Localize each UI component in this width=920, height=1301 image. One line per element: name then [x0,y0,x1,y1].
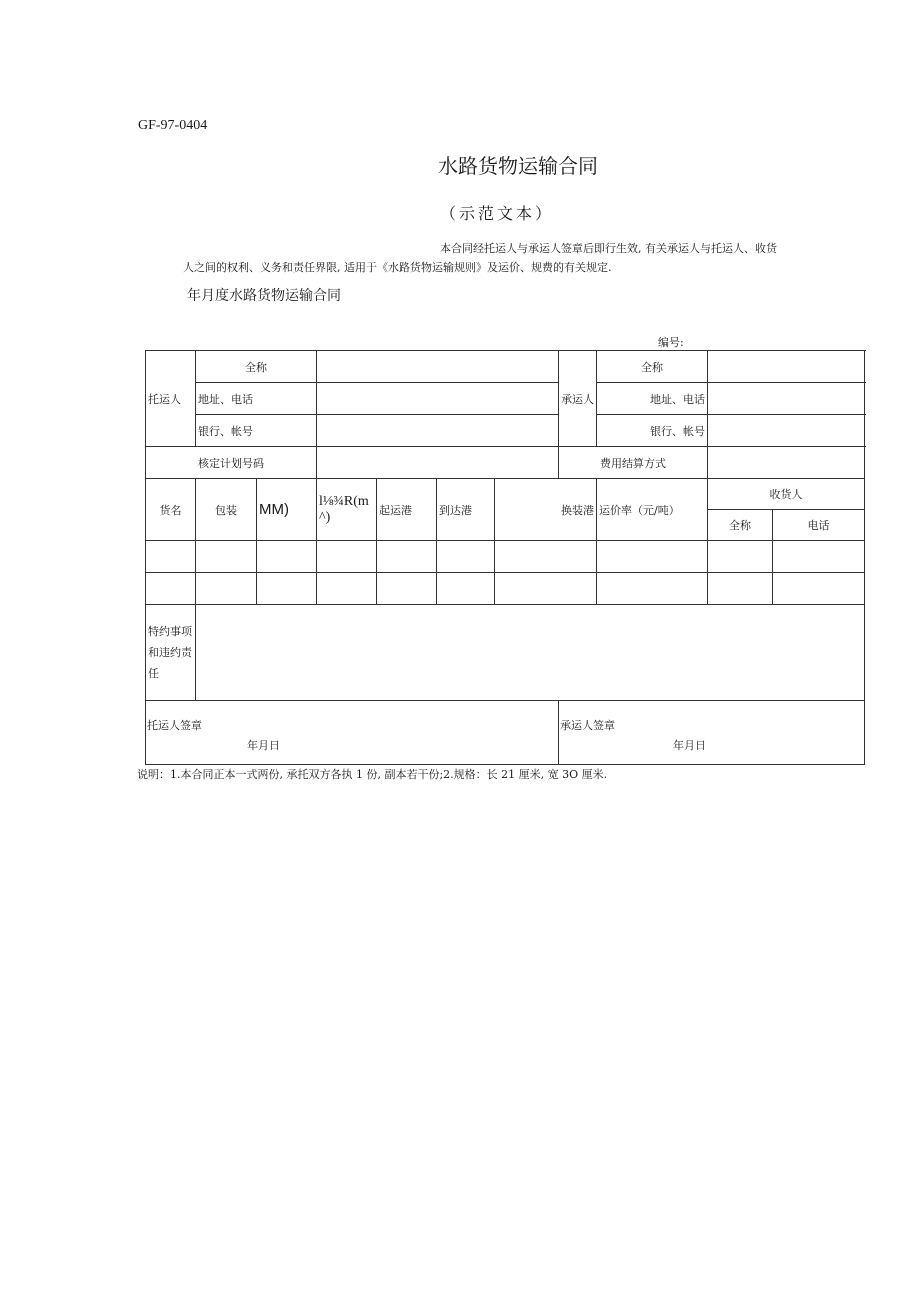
table-cell[interactable] [495,573,597,605]
table-cell[interactable] [495,541,597,573]
origin-port-header: 起运港 [377,479,437,541]
weight-header: MM) [257,479,317,541]
carrier-bank-field[interactable] [708,415,865,447]
footnote: 说明：1.本合同正本一式两份, 承托双方各执 1 份, 副本若干份;2.规格：长 21 厘米, 宽 3O 厘米. [137,768,608,781]
table-cell[interactable] [437,573,495,605]
destination-port-header: 到达港 [437,479,495,541]
special-terms-field[interactable] [196,605,865,701]
carrier-bank-label: 银行、帐号 [597,415,708,447]
table-cell[interactable] [317,573,377,605]
table-cell[interactable] [377,573,437,605]
carrier-name-label: 全称 [597,351,708,383]
carrier-label: 承运人 [559,351,597,447]
table-cell[interactable] [146,541,196,573]
special-terms-label: 特约事项和违约责任 [146,605,196,701]
freight-rate-header: 运价率（元/吨） [597,479,708,541]
intro-paragraph-line1: 本合同经托运人与承运人签章后即行生效, 有关承运人与托运人、收货 [440,242,777,255]
settlement-field[interactable] [708,447,865,479]
plan-code-field[interactable] [317,447,559,479]
cargo-row [146,573,865,605]
intro-paragraph-line2: 人之间的权利、义务和责任界限, 适用于《水路货物运输规则》及运价、规费的有关规定. [183,261,612,274]
table-cell[interactable] [196,541,257,573]
table-cell[interactable] [773,541,865,573]
carrier-signature-date: 年月日 [673,739,706,752]
contract-form-table [145,350,865,765]
cargo-row [146,541,865,573]
plan-code-label: 核定计划号码 [146,447,317,479]
packing-header: 包装 [196,479,257,541]
table-cell[interactable] [196,573,257,605]
table-cell[interactable] [708,541,773,573]
table-cell[interactable] [597,573,708,605]
contract-heading: 年月度水路货物运输合同 [187,288,341,304]
table-cell[interactable] [257,541,317,573]
shipper-name-label: 全称 [196,351,317,383]
shipper-label: 托运人 [146,351,196,447]
shipper-address-field[interactable] [317,383,559,415]
carrier-signature-label: 承运人签章 [560,719,615,732]
table-cell[interactable] [317,541,377,573]
shipper-name-field[interactable] [317,351,559,383]
document-code: GF-97-0404 [138,118,208,133]
carrier-address-label: 地址、电话 [597,383,708,415]
table-cell[interactable] [773,573,865,605]
shipper-bank-field[interactable] [317,415,559,447]
settlement-label: 费用结算方式 [559,447,708,479]
consignee-name-header: 全称 [708,510,773,541]
consignee-header: 收货人 [708,479,865,510]
goods-name-header: 货名 [146,479,196,541]
table-cell[interactable] [257,573,317,605]
table-cell[interactable] [437,541,495,573]
shipper-bank-label: 银行、帐号 [196,415,317,447]
shipper-signature-date: 年月日 [247,739,280,752]
table-cell[interactable] [708,573,773,605]
carrier-signature-cell[interactable] [559,701,865,765]
carrier-name-field[interactable] [708,351,865,383]
shipper-signature-label: 托运人签章 [147,719,202,732]
document-subtitle: （示范文本） [440,204,555,223]
table-cell[interactable] [146,573,196,605]
table-cell[interactable] [597,541,708,573]
shipper-address-label: 地址、电话 [196,383,317,415]
table-cell[interactable] [377,541,437,573]
carrier-address-field[interactable] [708,383,865,415]
document-title: 水路货物运输合同 [438,154,598,178]
serial-number-label: 编号: [658,336,684,349]
shipper-signature-cell[interactable] [146,701,559,765]
consignee-phone-header: 电话 [773,510,865,541]
volume-header: l⅛¾R(m^) [317,479,377,541]
transfer-port-header: 换装港 [495,479,597,541]
